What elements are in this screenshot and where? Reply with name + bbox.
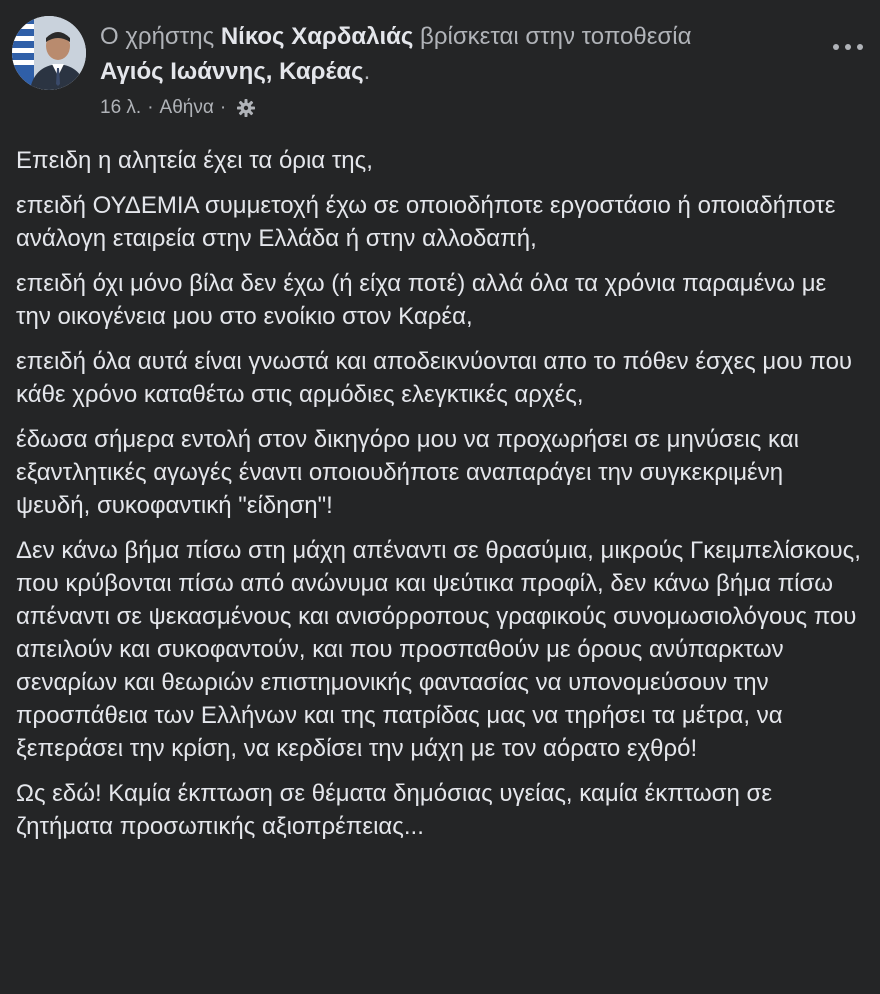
meta-separator: · bbox=[147, 97, 154, 118]
post-location-line bbox=[100, 57, 370, 87]
author-avatar[interactable] bbox=[12, 16, 86, 90]
location-name-link[interactable]: Αγιός Ιωάννης, Καρέας bbox=[100, 58, 364, 85]
post-timestamp[interactable]: 16 λ. bbox=[100, 97, 142, 118]
location-suffix-text: . bbox=[363, 58, 371, 85]
post-paragraph: Επειδη η αλητεία έχει τα όρια της, bbox=[16, 147, 373, 174]
location-phrase-text: βρίσκεται στην τοποθεσία bbox=[413, 23, 692, 50]
post-paragraph: επειδή όχι μόνο βίλα δεν έχω (ή είχα ποτέ) αλλά όλα τα χρόνια παραμένω με την οικογένεια μου στο ενοίκιο στον Καρέα, bbox=[16, 270, 827, 330]
post-paragraph: Ως εδώ! Καμία έκπτωση σε θέματα δημόσιας υγείας, καμία έκπτωση σε ζητήματα προσωπικής αξιοπρέπειας... bbox=[16, 780, 773, 840]
post-paragraph: έδωσα σήμερα εντολή στον δικηγόρο μου να προχωρήσει σε μηνύσεις και εξαντλητικές αγωγές έναντι οποιουδήποτε αναπαράγει την συγκεκριμένη ψευδή, συκοφαντική "είδηση"! bbox=[16, 426, 799, 519]
post-header bbox=[12, 14, 868, 124]
gear-icon[interactable] bbox=[236, 98, 256, 118]
post-city: Αθήνα bbox=[159, 97, 214, 118]
post-paragraph: επειδή ΟΥΔΕΜΙΑ συμμετοχή έχω σε οποιοδήποτε εργοστάσιο ή οποιαδήποτε ανάλογη εταιρεία στην Ελλάδα ή στην αλλοδαπή, bbox=[16, 192, 836, 252]
more-options-icon[interactable] bbox=[828, 32, 868, 62]
author-prefix-text: Ο χρήστης bbox=[100, 23, 221, 50]
author-name-link[interactable]: Νίκος Χαρδαλιάς bbox=[220, 23, 414, 50]
post-meta bbox=[100, 96, 256, 120]
post-paragraph: Δεν κάνω βήμα πίσω στη μάχη απέναντι σε θρασύμια, μικρούς Γκειμπελίσκους, που κρύβονται πίσω από ανώνυμα και ψεύτικα προφίλ, δεν κάνω βήμα πίσω απέναντι σε ψεκασμένους και ανισόρροπους γραφικούς συνομωσιολόγους που απειλούν και συκοφαντούν, και που προσπαθούν με όρους ανύπαρκτων σεναρίων και θεωριών επιστημονικής φαντασίας να υπονομεύσουν την προσπάθεια των Ελλήνων και της πατρίδας μας να τηρήσει τα μέτρα, να ξεπεράσει την κρίση, να κερδίσει την μάχη με τον αόρατο εχθρό! bbox=[16, 537, 861, 762]
post-paragraph: επειδή όλα αυτά είναι γνωστά και αποδεικνύονται απο το πόθεν έσχες μου που κάθε χρόνο καταθέτω στις αρμόδιες ελεγκτικές αρχές, bbox=[16, 348, 853, 408]
meta-separator: · bbox=[219, 97, 227, 118]
post-body bbox=[16, 144, 862, 855]
post-author-line bbox=[100, 22, 691, 52]
